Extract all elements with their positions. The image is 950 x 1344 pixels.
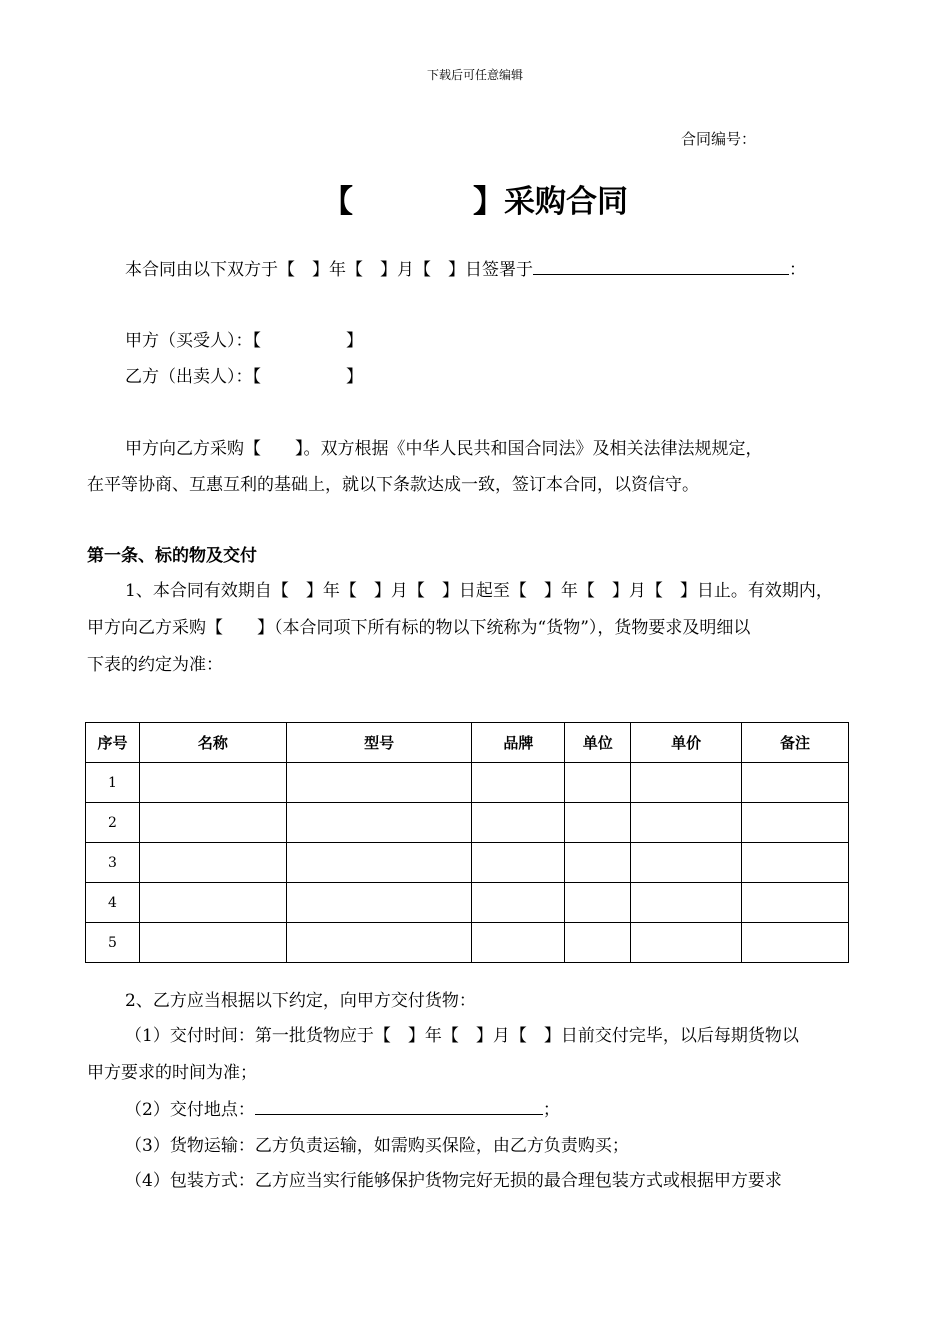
cell-unit[interactable] [565,763,631,803]
cell-name[interactable] [139,883,286,923]
contract-title [0,176,950,221]
cell-unit-price[interactable] [631,843,742,883]
delivery-item-2 [125,1092,560,1128]
signing-line [125,252,806,288]
cell-remarks[interactable] [742,883,849,923]
delivery-place-label: （2）交付地点： [125,1100,255,1120]
header-note: 下载后可任意编辑 [426,68,523,82]
cell-brand[interactable] [472,843,565,883]
article-1-heading: 第一条、标的物及交付 [87,546,257,566]
table-row [86,883,849,923]
table-row [86,763,849,803]
row-index: 5 [86,923,140,963]
cell-unit-price[interactable] [631,763,742,803]
header-name: 名称 [139,723,286,763]
cell-name[interactable] [139,763,286,803]
header-remarks: 备注 [742,723,849,763]
intro-line-1: 甲方向乙方采购【 】。双方根据《中华人民共和国合同法》及相关法律法规规定， [125,439,763,459]
delivery-item-4: （4）包装方式：乙方应当实行能够保护货物完好无损的最合理包装方式或根据甲方要求 [125,1171,782,1191]
table-row [86,923,849,963]
cell-remarks[interactable] [742,763,849,803]
header-index: 序号 [86,723,140,763]
row-index: 2 [86,803,140,843]
cell-unit[interactable] [565,843,631,883]
row-index: 1 [86,763,140,803]
cell-brand[interactable] [472,923,565,963]
article-1-p1-line-2: 甲方向乙方采购【 】（本合同项下所有标的物以下统称为“货物”），货物要求及明细以 [87,618,751,638]
party-b-line: 乙方（出卖人）：【 】 [125,367,363,387]
delivery-place-blank [255,1096,543,1115]
table-row [86,843,849,883]
table-header-row [86,723,849,763]
header-brand: 品牌 [472,723,565,763]
goods-table [85,722,849,963]
delivery-paragraph: 2、乙方应当根据以下约定，向甲方交付货物： [125,991,476,1011]
cell-unit[interactable] [565,803,631,843]
row-index: 3 [86,843,140,883]
cell-unit[interactable] [565,923,631,963]
title-text: 】采购合同 [473,184,628,220]
article-1-p1-line-3: 下表的约定为准： [87,655,223,675]
cell-remarks[interactable] [742,923,849,963]
cell-unit[interactable] [565,883,631,923]
table-row [86,803,849,843]
cell-remarks[interactable] [742,803,849,843]
header-unit-price: 单价 [631,723,742,763]
title-left-bracket: 【 [322,184,353,220]
cell-model[interactable] [286,843,472,883]
signing-end: ： [789,260,806,280]
header-model: 型号 [286,723,472,763]
cell-name[interactable] [139,923,286,963]
intro-line-2: 在平等协商、互惠互利的基础上，就以下条款达成一致，签订本合同，以资信守。 [87,475,699,495]
delivery-item-1-line-1: （1）交付时间：第一批货物应于【 】年【 】月【 】日前交付完毕，以后每期货物以 [125,1026,799,1046]
cell-unit-price[interactable] [631,883,742,923]
signing-text: 本合同由以下双方于【 】年【 】月【 】日签署于 [125,260,533,280]
delivery-item-1-line-2: 甲方要求的时间为准； [87,1063,257,1083]
cell-name[interactable] [139,803,286,843]
delivery-place-end: ； [542,1100,560,1120]
delivery-item-3: （3）货物运输：乙方负责运输，如需购买保险，由乙方负责购买； [125,1136,629,1156]
cell-unit-price[interactable] [631,803,742,843]
cell-brand[interactable] [472,803,565,843]
party-a-line: 甲方（买受人）：【 】 [125,331,363,351]
cell-name[interactable] [139,843,286,883]
cell-brand[interactable] [472,883,565,923]
header-unit: 单位 [565,723,631,763]
cell-brand[interactable] [472,763,565,803]
cell-model[interactable] [286,883,472,923]
cell-unit-price[interactable] [631,923,742,963]
article-1-p1-line-1: 1、本合同有效期自【 】年【 】月【 】日起至【 】年【 】月【 】日止。有效期内， [125,581,833,601]
cell-model[interactable] [286,923,472,963]
cell-model[interactable] [286,763,472,803]
row-index: 4 [86,883,140,923]
cell-model[interactable] [286,803,472,843]
contract-number-label: 合同编号： [681,130,757,148]
signing-place-blank [533,256,789,275]
cell-remarks[interactable] [742,843,849,883]
